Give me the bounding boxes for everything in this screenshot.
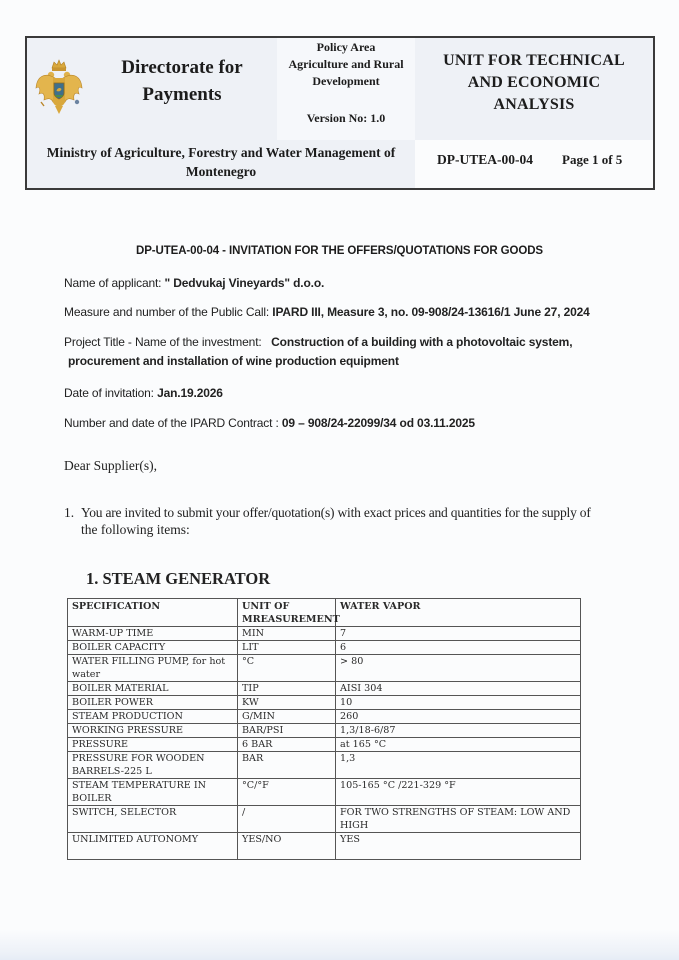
spec-cell: WORKING PRESSURE	[68, 724, 238, 738]
table-row	[68, 738, 581, 752]
applicant-label: Name of applicant:	[64, 276, 165, 290]
table-row	[68, 682, 581, 696]
header-water-vapor: WATER VAPOR	[336, 599, 581, 627]
unit-cell: KW	[238, 696, 336, 710]
doc-code-cell	[415, 140, 555, 188]
unit-title-line1: UNIT FOR TECHNICAL	[443, 52, 625, 69]
doc-code: DP-UTEA-00-04	[437, 152, 533, 167]
project-title-value-line1: Construction of a building with a photovoltaic system,	[271, 335, 573, 349]
spec-cell: SWITCH, SELECTOR	[68, 806, 238, 833]
unit-title	[415, 38, 653, 116]
value-cell: 7	[336, 627, 581, 641]
contract-value: 09 – 908/24-22099/34 od 03.11.2025	[281, 416, 475, 430]
project-title-label: Project Title - Name of the investment:	[64, 335, 262, 349]
unit-cell: YES/NO	[238, 833, 336, 860]
invitation-date-label: Date of invitation:	[64, 386, 158, 400]
unit-cell: /	[238, 806, 336, 833]
table-row	[68, 752, 581, 779]
document-title: DP-UTEA-00-04 - INVITATION FOR THE OFFERS/QUOTATIONS FOR GOODS	[136, 245, 543, 257]
header-unit-line1: UNIT OF	[242, 601, 290, 612]
version-number: Version No: 1.0	[306, 111, 386, 125]
spec-cell: STEAM TEMPERATURE IN BOILER	[68, 779, 238, 806]
policy-area-line2: Agriculture and Rural	[288, 57, 404, 71]
contract-label: Number and date of the IPARD Contract :	[64, 416, 282, 430]
project-title-line2	[68, 354, 399, 368]
unit-cell: BAR/PSI	[238, 724, 336, 738]
policy-area-cell	[277, 38, 415, 101]
steam-generator-spec-table	[67, 598, 581, 860]
invitation-date-value: Jan.19.2026	[157, 386, 223, 400]
page-number-cell	[555, 140, 653, 188]
item1-number: 1.	[64, 505, 75, 520]
header-unit-line2: MREASUREMENT	[242, 614, 340, 625]
unit-cell: LIT	[238, 641, 336, 655]
item1-text-line2: the following items:	[81, 522, 190, 537]
value-cell: 1,3	[336, 752, 581, 779]
policy-area-text	[277, 38, 415, 90]
policy-area-line3: Development	[312, 74, 380, 88]
contract-line	[64, 416, 475, 430]
unit-cell: G/MIN	[238, 710, 336, 724]
value-cell: 10	[336, 696, 581, 710]
table-header-row	[68, 599, 581, 627]
header-specification: SPECIFICATION	[68, 599, 238, 627]
value-cell: 260	[336, 710, 581, 724]
unit-cell: BAR	[238, 752, 336, 779]
unit-cell: MIN	[238, 627, 336, 641]
unit-cell: TIP	[238, 682, 336, 696]
unit-title-line2: AND ECONOMIC	[467, 74, 601, 91]
unit-cell	[415, 38, 653, 140]
section-heading-steam-generator: 1. STEAM GENERATOR	[86, 569, 271, 588]
item1-text-line1: You are invited to submit your offer/quotation(s) with exact prices and quantities for the supply of	[81, 505, 591, 520]
ministry-cell	[27, 140, 415, 188]
version-cell	[277, 101, 415, 140]
scan-edge-shadow	[0, 930, 679, 960]
project-title-line	[64, 335, 572, 349]
unit-cell: °C	[238, 655, 336, 682]
unit-title-line3: ANALYSIS	[493, 96, 575, 113]
table-row	[68, 724, 581, 738]
value-cell: AISI 304	[336, 682, 581, 696]
ministry-name-line2: Montenegro	[185, 164, 257, 179]
header-unit	[238, 599, 340, 627]
spec-cell: BOILER CAPACITY	[68, 641, 238, 655]
public-call-value: IPARD III, Measure 3, no. 09-908/24-13616/1 June 27, 2024	[272, 305, 590, 319]
value-cell: > 80	[336, 655, 581, 682]
page-number: Page 1 of 5	[562, 152, 623, 167]
salutation: Dear Supplier(s),	[64, 458, 157, 473]
document-header-table	[25, 36, 655, 190]
value-cell: at 165 °C	[336, 738, 581, 752]
invitation-date-line	[64, 386, 223, 400]
ministry-name	[27, 140, 415, 181]
spec-cell: UNLIMITED AUTONOMY	[68, 833, 238, 860]
spec-cell: PRESSURE FOR WOODEN BARRELS-225 L	[68, 752, 238, 779]
value-cell: YES	[336, 833, 581, 860]
table-row	[68, 806, 581, 833]
table-row	[68, 710, 581, 724]
value-cell: 6	[336, 641, 581, 655]
spec-cell: PRESSURE	[68, 738, 238, 752]
table-row	[68, 696, 581, 710]
value-cell: 105-165 °C /221-329 °F	[336, 779, 581, 806]
spec-cell: BOILER MATERIAL	[68, 682, 238, 696]
ministry-name-line1: Ministry of Agriculture, Forestry and Water Management of	[46, 145, 396, 160]
project-title-value-line2: procurement and installation of wine production equipment	[68, 354, 399, 368]
applicant-line	[64, 276, 324, 290]
unit-cell: 6 BAR	[238, 738, 336, 752]
public-call-label: Measure and number of the Public Call:	[64, 305, 273, 319]
value-cell: FOR TWO STRENGTHS OF STEAM: LOW AND HIGH	[336, 806, 581, 833]
policy-area-line1: Policy Area	[316, 40, 376, 54]
table-row	[68, 833, 581, 860]
public-call-line	[64, 305, 590, 319]
directorate-title-line1: Directorate for	[121, 57, 243, 78]
montenegro-coat-of-arms-icon	[33, 58, 85, 118]
spec-cell: BOILER POWER	[68, 696, 238, 710]
table-row	[68, 779, 581, 806]
table-row	[68, 655, 581, 682]
table-row	[68, 641, 581, 655]
directorate-title-line2: Payments	[142, 84, 222, 105]
table-row	[68, 627, 581, 641]
directorate-title	[107, 54, 257, 108]
spec-cell: WATER FILLING PUMP, for hot water	[68, 655, 238, 682]
unit-cell: °C/°F	[238, 779, 336, 806]
applicant-value: " Dedvukaj Vineyards" d.o.o.	[164, 276, 325, 290]
directorate-cell	[27, 38, 277, 140]
value-cell: 1,3/18-6/87	[336, 724, 581, 738]
spec-cell: STEAM PRODUCTION	[68, 710, 238, 724]
spec-cell: WARM-UP TIME	[68, 627, 238, 641]
